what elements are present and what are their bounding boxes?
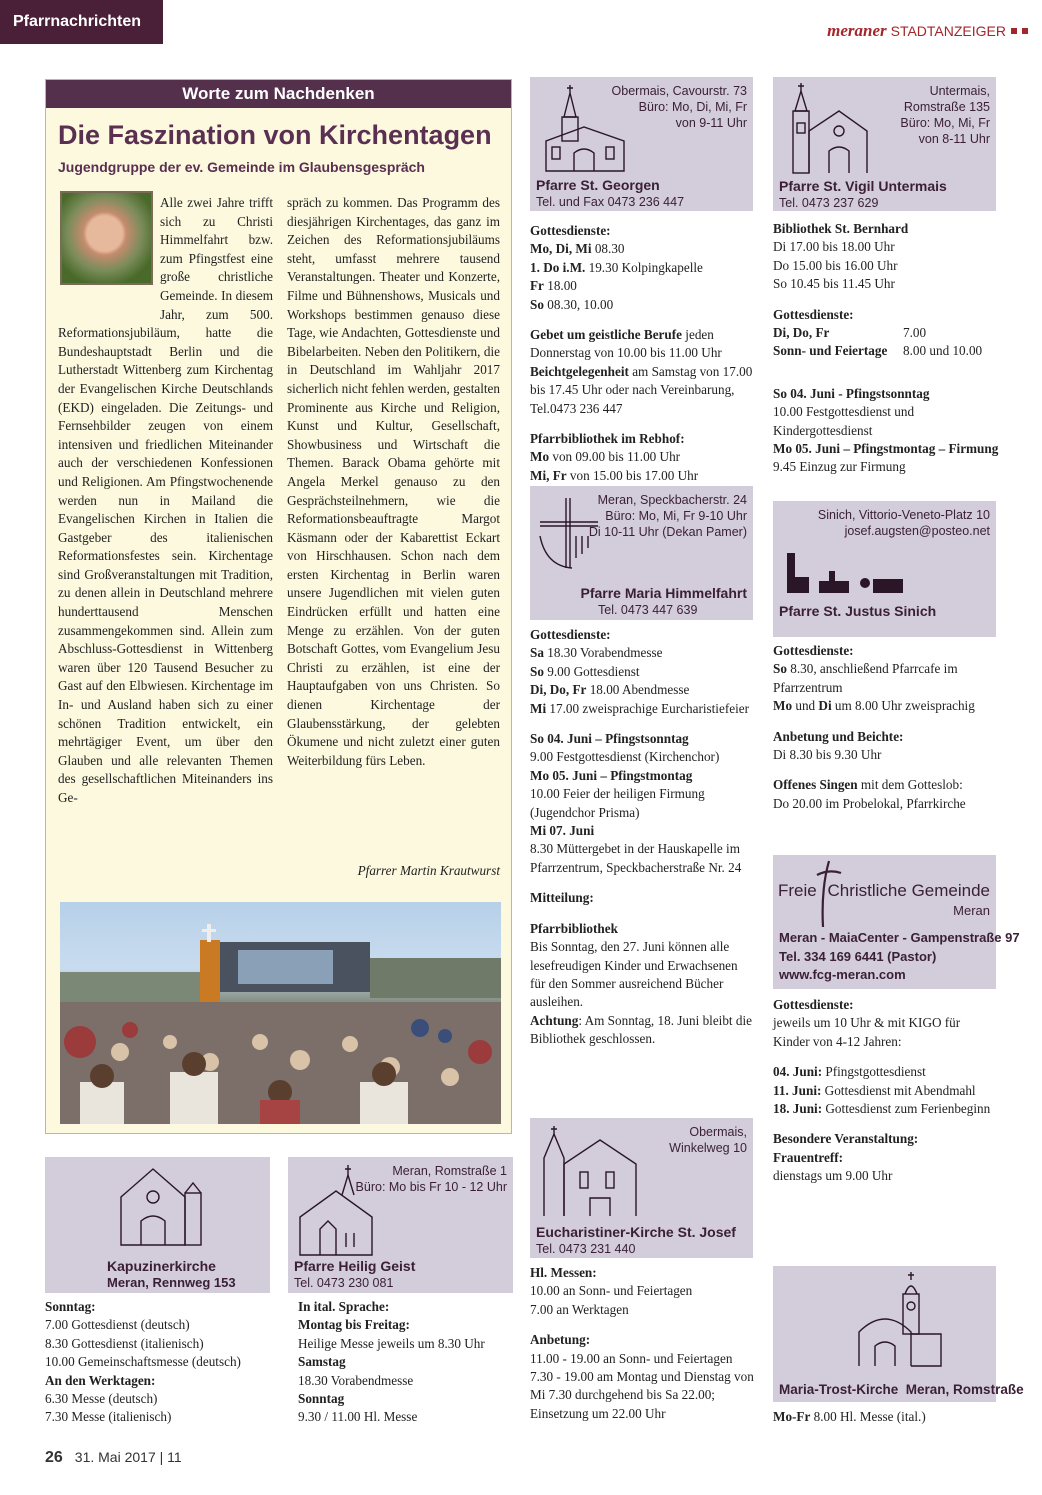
schedule-line	[45, 1298, 270, 1316]
schedule-key: Beichtgelegenheit	[530, 363, 629, 379]
schedule-value: 8.30 Gottesdienst (italienisch)	[45, 1335, 204, 1351]
schedule-value: Bis Sonntag, den 27. Juni können alle lesefreudigen Kinder und Erwachsenen für den Sommer ausreichend Bücher ausleihen.	[530, 939, 738, 1010]
schedule-value: 9.30 / 11.00 Hl. Messe	[298, 1409, 418, 1425]
vigil-schedule	[773, 220, 999, 477]
schedule-line	[530, 1331, 755, 1349]
schedule-value: 10.00 Gemeinschaftsmesse (deutsch)	[45, 1354, 241, 1370]
schedule-value: 19.30 Kolpingkapelle	[585, 259, 703, 275]
section-tab	[0, 0, 163, 44]
schedule-line	[530, 700, 755, 718]
schedule-line	[45, 1335, 270, 1353]
address-line: Obermais,	[689, 1125, 747, 1139]
schedule-value: Di 8.30 bis 9.30 Uhr	[773, 747, 882, 763]
geist-name: Pfarre Heilig Geist	[294, 1258, 416, 1274]
schedule-heading: Bibliothek St. Bernhard	[773, 221, 909, 236]
schedule-key: Mo	[773, 698, 793, 714]
schedule-line	[530, 644, 755, 662]
schedule-key: Di, Do, Fr	[530, 682, 587, 698]
schedule-value: und	[792, 698, 819, 714]
schedule-line	[773, 728, 999, 746]
vigil-address	[900, 83, 990, 147]
schedule-value: jeden Donnerstag von 10.00 bis 11.00 Uhr	[530, 327, 722, 361]
schedule-key: So 04. Juni – Pfingstsonntag	[530, 731, 689, 747]
author-portrait	[60, 191, 153, 285]
schedule-line	[530, 626, 755, 644]
schedule-key: An den Werktagen:	[45, 1372, 156, 1388]
schedule-line	[298, 1372, 513, 1390]
schedule-value: von 09.00 bis 11.00 Uhr	[549, 449, 681, 465]
fcg-logo-city: Meran	[953, 903, 990, 918]
schedule-key: Gottesdienste:	[530, 627, 611, 642]
schedule-key: 18. Juni:	[773, 1101, 823, 1117]
kirchentag-photo	[60, 902, 501, 1124]
article-column-1	[58, 194, 273, 808]
schedule-key: Besondere Veranstaltung:	[773, 1131, 919, 1147]
himmelfahrt-address	[589, 492, 747, 540]
schedule-line	[530, 326, 755, 363]
address-line: Büro: Mo, Di, Mi, Fr	[638, 100, 747, 114]
address-line: Obermais, Cavourstr. 73	[611, 84, 747, 98]
schedule-key: Frauentreff:	[773, 1149, 844, 1165]
fcg-address: Meran - MaiaCenter - Gampenstraße 97	[779, 930, 1020, 945]
geist-box	[288, 1157, 513, 1293]
article-box	[45, 79, 512, 1134]
schedule-value: 18.30 Vorabendmesse	[298, 1372, 414, 1388]
geist-tel: Tel. 0473 230 081	[294, 1276, 394, 1290]
josef-box	[530, 1118, 753, 1258]
schedule-value: 08.30, 10.00	[543, 296, 614, 312]
schedule-line	[773, 1100, 999, 1118]
schedule-key: So	[530, 663, 544, 679]
article-column-2	[287, 194, 500, 770]
schedule-value: mit dem Gotteslob:	[857, 777, 963, 793]
fcg-logo-word: Christliche	[827, 881, 907, 900]
schedule-line	[530, 920, 755, 938]
schedule-line	[530, 1264, 755, 1282]
schedule-value: Heilige Messe jeweils um 8.30 Uhr	[298, 1335, 485, 1351]
schedule-key: Di, Do, Fr	[773, 325, 830, 341]
schedule-value: 8.30 Müttergebet in der Hauskapelle im Pfarrzentrum, Speckbacherstraße Nr. 24	[530, 841, 742, 875]
schedule-key: Samstag	[298, 1354, 346, 1370]
church-josef-icon	[540, 1124, 640, 1220]
schedule-line	[45, 1316, 270, 1334]
josef-address	[669, 1124, 747, 1156]
schedule-line	[773, 1082, 999, 1100]
page-number: 26	[45, 1449, 63, 1466]
georgen-address	[612, 83, 747, 131]
schedule-value: 18.30 Vorabendmesse	[543, 645, 663, 661]
masthead-square-icon	[1022, 28, 1028, 34]
church-trost-icon	[855, 1270, 945, 1370]
fcg-logo-word: Gemeinde	[911, 881, 990, 900]
schedule-value: : Am Sonntag, 18. Juni bleibt die Bibliothek geschlossen.	[530, 1012, 753, 1047]
address-line: von 8-11 Uhr	[918, 132, 990, 146]
geist-schedule	[298, 1298, 513, 1427]
schedule-line	[530, 840, 755, 877]
schedule-key: Fr	[530, 278, 544, 294]
schedule-value: 8.00 und 10.00	[903, 343, 983, 359]
schedule-line	[773, 996, 999, 1014]
address-line: Meran, Speckbacherstr. 24	[597, 493, 747, 507]
issue-date: 31. Mai 2017 | 11	[74, 1449, 182, 1465]
masthead-name: STADTANZEIGER	[890, 23, 1006, 39]
schedule-key: Di	[818, 698, 832, 714]
schedule-value: Gottesdienst mit Abendmahl	[821, 1082, 976, 1098]
justus-name: Pfarre St. Justus Sinich	[779, 603, 937, 619]
kapuziner-address: Meran, Rennweg 153	[107, 1275, 236, 1290]
schedule-line	[773, 1149, 999, 1167]
schedule-value: 18.00 Abendmesse	[586, 682, 690, 698]
kapuziner-name: Kapuzinerkirche	[107, 1258, 216, 1274]
schedule-key: Montag bis Freitag:	[298, 1317, 410, 1333]
schedule-key: Pfarrbibliothek	[530, 920, 618, 936]
schedule-key: 11. Juni:	[773, 1082, 822, 1098]
schedule-line	[530, 1301, 755, 1319]
schedule-key: Sa	[530, 645, 544, 661]
fcg-logo-word: Freie	[778, 881, 817, 900]
schedule-line: So 10.45 bis 11.45 Uhr	[773, 276, 895, 292]
schedule-value: 7.00 Gottesdienst (deutsch)	[45, 1317, 190, 1333]
schedule-key: Gottesdienste:	[773, 643, 854, 658]
josef-schedule	[530, 1264, 755, 1423]
schedule-value: dienstags um 9.00 Uhr	[773, 1168, 893, 1184]
address-line: Winkelweg 10	[669, 1141, 747, 1155]
georgen-tel: Tel. und Fax 0473 236 447	[536, 195, 685, 209]
schedule-value: Gottesdienst zum Ferienbeginn	[822, 1101, 991, 1117]
kapuziner-schedule	[45, 1298, 270, 1427]
address-line: Romstraße 135	[903, 100, 990, 114]
schedule-key: Gottesdienste:	[530, 223, 611, 238]
schedule-line	[530, 1368, 755, 1423]
schedule-value: 18.00	[543, 278, 577, 294]
schedule-value: jeweils um 10 Uhr & mit KIGO für Kinder von 4-12 Jahren:	[773, 1015, 961, 1049]
schedule-value: 08.30	[591, 241, 625, 257]
trost-address: Meran, Romstraße	[905, 1382, 1024, 1397]
vigil-name: Pfarre St. Vigil Untermais	[779, 178, 947, 194]
schedule-value: am Samstag von 17.00 bis 17.45 Uhr oder nach Vereinbarung, Tel.0473 236 447	[530, 363, 753, 416]
schedule-line	[773, 746, 999, 764]
schedule-key: Anbetung:	[530, 1332, 591, 1348]
schedule-key: Achtung	[530, 1012, 579, 1028]
schedule-line	[530, 277, 755, 295]
schedule-value: 7.30 - 19.00 am Montag und Dienstag von Mi 7.30 durchgehend bis Sa 22.00; Einsetzung um 22.00 Uhr	[530, 1369, 754, 1421]
schedule-key: Mitteilung:	[530, 890, 594, 906]
schedule-key: Mo, Di, Mi	[530, 241, 592, 257]
address-line: josef.augsten@posteo.net	[844, 524, 990, 538]
schedule-line	[530, 663, 755, 681]
schedule-key: Hl. Messen:	[530, 1265, 597, 1280]
schedule-value: 10.00 an Sonn- und Feiertagen	[530, 1283, 693, 1299]
schedule-key: So	[530, 296, 544, 312]
article-text-1: Alle zwei Jahre trifft sich zu Christi Himmelfahrt bzw. zum Pfingstfest eine große christliche Gemeinde. In diesem Jahr, zum 500. Reformationsjubiläum, hatte die Bundeshauptstadt Berlin und die Lutherstadt Wittenberg zum Kirchentag der Evangelischen Kirche Deutschlands (EKD) eingeladen. Die Zeitungs- und Fernsehbilder zeugen von einem intensiven und friedlichen Miteinander auch der verschiedenen Konfessionen und Religionen. Am Pfingstwochenende werden nun in Mailand die Evangelischen Kirchen in Italien die Gastgeber des italienischen Reformationsfestes sein. Kirchentage sind Großveranstaltungen mit Tradition, zu denen allein in Deutschland mehrere hunderttausend Menschen zusammengekommen sind. Allein zum Abschluss-Gottesdienst in Wittenberg waren über 120 Tausend Besucher zu Gast auf den Elbwiesen. Kirchentage im In- und Ausland haben sich zu einer schönen Tradition entwickelt, ein mehrtägiger Event, um über den Glauben und alle relevanten Themen des gesellschaftlichen Miteinanders ins Ge-	[58, 195, 273, 805]
justus-address	[818, 507, 990, 539]
article-subtitle: Jugendgruppe der ev. Gemeinde im Glaubensgespräch	[58, 159, 425, 175]
schedule-line	[530, 1012, 755, 1049]
schedule-line	[298, 1298, 513, 1316]
schedule-value: Pfingstgottesdienst	[822, 1064, 926, 1080]
vigil-tel: Tel. 0473 237 629	[779, 196, 879, 210]
schedule-key: So	[773, 661, 787, 677]
church-justus-icon	[783, 549, 913, 595]
schedule-key: Mi	[530, 700, 547, 716]
schedule-value: Do 20.00 im Probelokal, Pfarrkirche	[773, 795, 966, 811]
schedule-line	[530, 730, 755, 748]
schedule-value: 10.00 Feier der heiligen Firmung (Jugendchor Prisma)	[530, 786, 705, 820]
schedule-value: 6.30 Messe (deutsch)	[45, 1391, 158, 1407]
schedule-line	[530, 1282, 755, 1300]
church-kapuziner-icon	[117, 1163, 207, 1249]
schedule-line	[773, 1063, 999, 1081]
schedule-line	[530, 1350, 755, 1368]
schedule-value: 8.00 Hl. Messe (ital.)	[810, 1409, 926, 1424]
schedule-key: Sonn- und Feiertage	[773, 343, 888, 359]
schedule-line	[773, 795, 999, 813]
himmelfahrt-tel: Tel. 0473 447 639	[598, 603, 698, 617]
trost-name-text: Maria-Trost-Kirche	[779, 1382, 899, 1397]
schedule-line	[530, 448, 755, 466]
schedule-value: um 8.00 Uhr zweisprachig	[831, 698, 975, 714]
justus-schedule	[773, 642, 999, 813]
schedule-line	[773, 660, 999, 697]
schedule-line	[45, 1353, 270, 1371]
schedule-line	[530, 822, 755, 840]
schedule-line	[773, 1130, 999, 1148]
schedule-key: Gebet um geistliche Berufe	[530, 327, 682, 343]
fcg-box	[773, 855, 1020, 989]
georgen-schedule	[530, 222, 755, 485]
schedule-line	[530, 889, 755, 907]
schedule-key: Mo	[530, 449, 550, 465]
schedule-value: 17.00 zweisprachige Eurcharistiefeier	[546, 700, 749, 716]
schedule-line: 9.45 Einzug zur Firmung	[773, 459, 906, 475]
schedule-line	[530, 222, 755, 240]
himmelfahrt-schedule	[530, 626, 755, 1049]
address-line: von 9-11 Uhr	[675, 116, 747, 130]
schedule-value: 11.00 - 19.00 an Sonn- und Feiertagen	[530, 1350, 733, 1366]
schedule-row	[773, 324, 999, 342]
schedule-line	[530, 938, 755, 1012]
schedule-line: 10.00 Festgottesdienst und Kindergottesdienst	[773, 404, 915, 438]
schedule-key: 04. Juni:	[773, 1064, 823, 1080]
address-line: Di 10-11 Uhr (Dekan Pamer)	[588, 525, 747, 539]
schedule-line	[298, 1316, 513, 1334]
schedule-line	[530, 240, 755, 258]
schedule-key: Mo-Fr	[773, 1409, 811, 1424]
masthead-square-icon	[1011, 28, 1017, 34]
schedule-line	[298, 1353, 513, 1371]
article-text-2: spräch zu kommen. Das Programm des diesjährigen Kirchentages, das ganz im Zeichen des Reformationsjubiläums steht, umfasst mehrere tausend Veranstaltungen. Theater und Konzerte, Filme und Bühnenshows, Musicals und Workshops bestimmen genauso diese Tage, wie Andachten, Gottesdienste und Bibelarbeiten. Neben den Politikern, die in Deutschland im Wahljahr 2017 sicherlich nicht fehlen werden, gestalten Prominente aus Kirche und Religion, Kunst und Kultur, Gesellschaft, Showbusiness und Wirtschaft die Themen. Barack Obama gehörte mit Angela Merkel genauso zu den Gesprächsteilnehmern, wie die Reformationsbeauftragte Margot Käsmann oder der Kabarettist Eckart von Hirschhausen. Schon nach dem ersten Kirchentag in Berlin waren unsere Jugendlichen mit vielen guten Eindrücken erfüllt und hatten eine Menge zu erzählen. Von der guten Botschaft Gottes, vom Evangelium Jesu Christi zu erzählen, ist eine der Hauptaufgaben von uns Christen. So dienen Kirchentage der Glaubensstärkung, der gelebten Ökumene und nicht zuletzt einer guten Weiterbildung fürs Leben.	[287, 195, 500, 768]
schedule-line	[530, 430, 755, 448]
schedule-value: 8.30, anschließend Pfarrcafe im Pfarrzentrum	[773, 661, 958, 695]
himmelfahrt-box	[530, 486, 753, 620]
schedule-value: 9.00 Festgottesdienst (Kirchenchor)	[530, 749, 720, 765]
schedule-line	[298, 1335, 513, 1353]
schedule-key: Pfarrbibliothek im Rebhof:	[530, 431, 685, 447]
schedule-row	[773, 342, 999, 360]
schedule-line	[530, 259, 755, 277]
schedule-heading: Gottesdienste:	[773, 306, 854, 322]
schedule-key: Sonntag:	[45, 1299, 96, 1314]
schedule-key: Gottesdienste:	[773, 997, 854, 1012]
section-tab-label: Pfarrnachrichten	[13, 13, 142, 30]
schedule-value: 9.00 Gottesdienst	[543, 663, 640, 679]
schedule-line	[773, 697, 999, 715]
schedule-heading: So 04. Juni - Pfingstsonntag	[773, 385, 930, 401]
fcg-tel: Tel. 334 169 6441 (Pastor)	[779, 949, 937, 964]
schedule-line	[530, 681, 755, 699]
article-author: Pfarrer Martin Krautwurst	[357, 863, 500, 878]
schedule-line	[45, 1408, 270, 1426]
kapuziner-box	[45, 1157, 270, 1293]
schedule-value: 7.00	[903, 325, 927, 341]
schedule-line	[298, 1408, 513, 1426]
church-vigil-icon	[783, 81, 869, 177]
article-header: Worte zum Nachdenken	[46, 80, 511, 108]
address-line: Büro: Mo, Mi, Fr 9-10 Uhr	[605, 509, 747, 523]
schedule-line: Di 17.00 bis 18.00 Uhr	[773, 239, 895, 255]
schedule-line	[530, 785, 755, 822]
trost-box	[773, 1266, 1024, 1402]
schedule-key: Mo 05. Juni – Pfingstmontag	[530, 767, 693, 783]
address-line: Büro: Mo bis Fr 10 - 12 Uhr	[355, 1180, 507, 1194]
schedule-line	[773, 1014, 999, 1051]
masthead-brand: meraner	[827, 21, 887, 40]
josef-name: Eucharistiner-Kirche St. Josef	[536, 1224, 736, 1240]
schedule-line: Do 15.00 bis 16.00 Uhr	[773, 257, 898, 273]
georgen-box	[530, 77, 753, 211]
schedule-line	[530, 363, 755, 418]
fcg-logo	[778, 882, 990, 901]
schedule-key: Mi, Fr	[530, 467, 567, 483]
trost-schedule	[773, 1408, 999, 1426]
article-title: Die Faszination von Kirchentagen	[58, 120, 492, 150]
fcg-website[interactable]: www.fcg-meran.com	[779, 967, 906, 982]
himmelfahrt-name: Pfarre Maria Himmelfahrt	[580, 585, 747, 601]
schedule-key: In ital. Sprache:	[298, 1299, 390, 1314]
schedule-line	[45, 1390, 270, 1408]
schedule-line	[45, 1372, 270, 1390]
josef-tel: Tel. 0473 231 440	[536, 1242, 636, 1256]
schedule-line	[530, 748, 755, 766]
schedule-key: Offenes Singen	[773, 777, 858, 793]
address-line: Büro: Mo, Mi, Fr	[900, 116, 990, 130]
schedule-key: Anbetung und Beichte:	[773, 728, 904, 744]
address-line: Meran, Romstraße 1	[392, 1164, 507, 1178]
schedule-line	[773, 642, 999, 660]
schedule-heading: Mo 05. Juni – Pfingstmontag – Firmung	[773, 441, 999, 457]
schedule-key: Sonntag	[298, 1391, 345, 1407]
fcg-schedule	[773, 996, 999, 1186]
justus-box	[773, 501, 996, 637]
schedule-line	[530, 296, 755, 314]
schedule-line	[298, 1390, 513, 1408]
schedule-value: 7.30 Messe (italienisch)	[45, 1409, 172, 1425]
address-line: Untermais,	[929, 84, 990, 98]
schedule-line	[773, 1167, 999, 1185]
georgen-name: Pfarre St. Georgen	[536, 177, 660, 193]
vigil-box	[773, 77, 996, 211]
schedule-line	[530, 467, 755, 485]
geist-address	[356, 1163, 507, 1195]
address-line: Sinich, Vittorio-Veneto-Platz 10	[817, 508, 990, 522]
trost-name	[779, 1381, 1024, 1400]
masthead	[827, 22, 1028, 41]
schedule-line	[773, 776, 999, 794]
schedule-key: 1. Do i.M.	[530, 259, 586, 275]
schedule-value: von 15.00 bis 17.00 Uhr	[566, 467, 699, 483]
schedule-key: Mi 07. Juni	[530, 823, 595, 839]
schedule-line	[530, 767, 755, 785]
page-footer	[45, 1448, 182, 1468]
schedule-value: 7.00 an Werktagen	[530, 1301, 629, 1317]
